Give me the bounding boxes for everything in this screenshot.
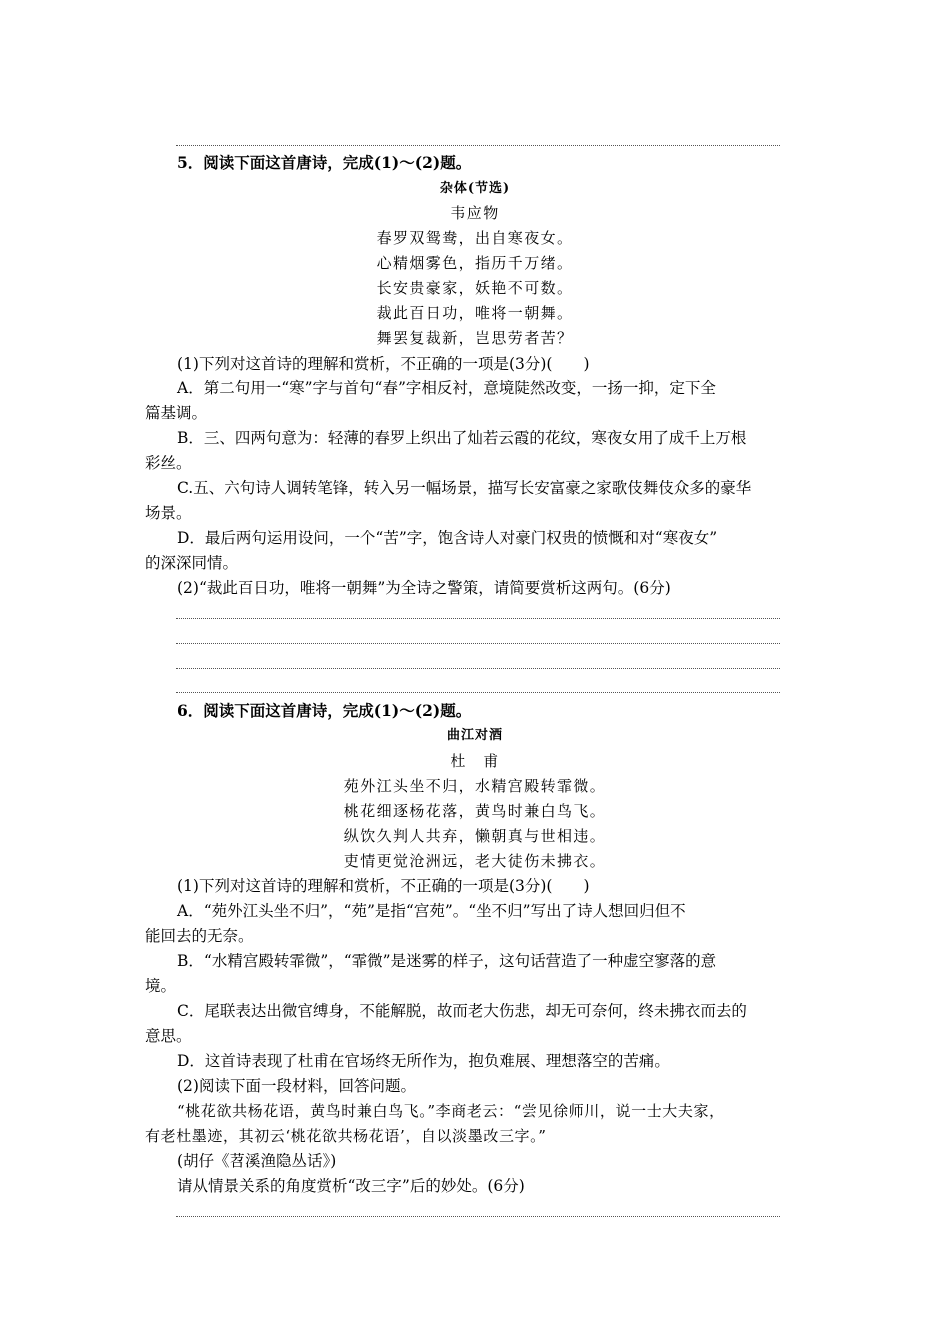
answer-line	[176, 643, 780, 644]
answer-line	[176, 668, 780, 669]
q5-option-b-cont: 彩丝。	[145, 454, 192, 472]
q5-subquestion-2: (2)“裁此百日功，唯将一朝舞”为全诗之警策，请简要赏析这两句。(6分)	[177, 579, 671, 597]
q5-poem-author: 韦应物	[450, 204, 500, 222]
q5-option-d-cont: 的深深同情。	[145, 554, 239, 572]
q6-option-c-cont: 意思。	[145, 1027, 192, 1045]
q5-poem-line: 心精烟雾色，指历千万绪。	[376, 254, 574, 272]
q5-poem-line: 春罗双鸳鸯，出自寒夜女。	[376, 229, 574, 247]
q6-heading: 6．阅读下面这首唐诗，完成(1)～(2)题。	[177, 701, 472, 720]
q6-option-d: D．这首诗表现了杜甫在官场终无所作为，抱负难展、理想落空的苦痛。	[177, 1052, 670, 1070]
q5-option-b: B．三、四两句意为：轻薄的春罗上织出了灿若云霞的花纹，寒夜女用了成千上万根	[177, 429, 747, 447]
q6-source: (胡仔《苕溪渔隐丛话》)	[177, 1152, 337, 1170]
answer-line	[176, 1216, 780, 1217]
answer-line	[176, 692, 780, 693]
q5-poem-line: 舞罢复裁新，岂思劳者苦？	[376, 329, 574, 347]
q5-option-c-cont: 场景。	[145, 504, 192, 522]
q6-poem-line: 桃花细逐杨花落，黄鸟时兼白鸟飞。	[343, 802, 607, 820]
q6-quote: “桃花欲共杨花语，黄鸟时兼白鸟飞。”李商老云：“尝见徐师川，说一士大夫家，	[177, 1102, 725, 1120]
q6-poem-line: 纵饮久判人共弃，懒朝真与世相违。	[343, 827, 607, 845]
q6-quote-cont: 有老杜墨迹，其初云‘桃花欲共杨花语’，自以淡墨改三字。”	[145, 1127, 547, 1145]
q6-option-b: B．“水精宫殿转霏微”，“霏微”是迷雾的样子，这句话营造了一种虚空寥落的意	[177, 952, 717, 970]
q5-poem-line: 长安贵豪家，妖艳不可数。	[376, 279, 574, 297]
q5-poem-title: 杂体(节选)	[439, 181, 511, 196]
q5-option-a-cont: 篇基调。	[145, 404, 208, 422]
q6-option-a: A．“苑外江头坐不归”，“苑”是指“宫苑”。“坐不归”写出了诗人想回归但不	[177, 902, 686, 920]
q5-option-a: A．第二句用一“寒”字与首句“春”字相反衬，意境陡然改变，一扬一抑，定下全	[177, 379, 716, 397]
q6-poem-line: 吏情更觉沧洲远，老大徒伤未拂衣。	[343, 852, 607, 870]
q6-poem-author: 杜 甫	[450, 752, 500, 770]
answer-line	[176, 618, 780, 619]
q5-heading: 5．阅读下面这首唐诗，完成(1)～(2)题。	[177, 153, 472, 172]
q6-option-c: C．尾联表达出微官缚身，不能解脱，故而老大伤悲，却无可奈何，终未拂衣而去的	[177, 1002, 747, 1020]
q6-poem-line: 苑外江头坐不归，水精宫殿转霏微。	[343, 777, 607, 795]
answer-line	[176, 145, 780, 146]
q5-poem-line: 裁此百日功，唯将一朝舞。	[376, 304, 574, 322]
q6-option-b-cont: 境。	[145, 977, 177, 995]
q5-subquestion-1: (1)下列对这首诗的理解和赏析，不正确的一项是(3分)( )	[177, 355, 590, 373]
q5-option-c: C.五、六句诗人调转笔锋，转入另一幅场景，描写长安富豪之家歌伎舞伎众多的豪华	[177, 479, 752, 497]
q6-poem-title: 曲江对酒	[446, 728, 503, 743]
q6-ask: 请从情景关系的角度赏析“改三字”后的妙处。(6分)	[177, 1177, 525, 1195]
q6-option-a-cont: 能回去的无奈。	[145, 927, 254, 945]
q5-option-d: D．最后两句运用设问，一个“苦”字，饱含诗人对豪门权贵的愤慨和对“寒夜女”	[177, 529, 718, 547]
q6-subquestion-1: (1)下列对这首诗的理解和赏析，不正确的一项是(3分)( )	[177, 877, 590, 895]
q6-subquestion-2: (2)阅读下面一段材料，回答问题。	[177, 1077, 416, 1095]
